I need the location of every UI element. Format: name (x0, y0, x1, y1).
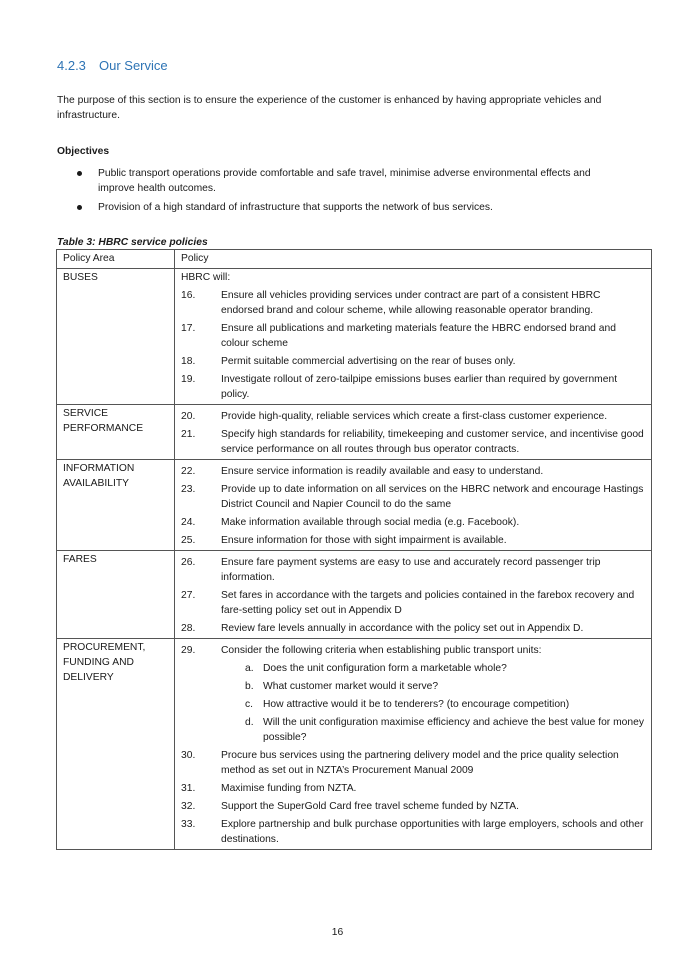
policy-item (181, 321, 646, 351)
objectives-title: Objectives (57, 146, 110, 157)
policy-item (181, 464, 646, 479)
table-caption: Table 3: HBRC service policies (57, 237, 208, 248)
policy-text-body: Specify high standards for reliability, timekeeping and customer service, and incentivise good service performance on all routes through bus operator contracts. (221, 429, 644, 455)
policy-item (181, 409, 646, 424)
policy-text-body: Investigate rollout of zero-tailpipe emissions buses earlier than required by government policy. (221, 374, 618, 400)
policy-area-cell: SERVICE PERFORMANCE (57, 405, 175, 460)
policy-text (221, 781, 646, 796)
policy-item (181, 533, 646, 548)
policy-text-body: Explore partnership and bulk purchase opportunities with large employers, schools and other destinations. (221, 819, 644, 845)
policy-text (221, 515, 646, 530)
criteria-item (221, 715, 646, 745)
header-policy-area: Policy Area (57, 250, 175, 269)
policy-cell (175, 639, 652, 850)
policy-number: 29. (181, 645, 196, 656)
policy-number: 27. (181, 590, 196, 601)
policy-text (221, 588, 646, 618)
policy-text (221, 464, 646, 479)
policy-text-body: Ensure all vehicles providing services under contract are part of a consistent HBRC endorsed brand and colour scheme, while allowing reasonable operator branding. (221, 290, 601, 316)
objective-item (57, 200, 627, 215)
policy-cell (175, 405, 652, 460)
policy-number: 32. (181, 801, 196, 812)
policy-text (221, 748, 646, 778)
policy-text-body: Provide high-quality, reliable services which create a first-class customer experience. (221, 411, 608, 422)
policy-number: 20. (181, 411, 196, 422)
policy-text-body: Permit suitable commercial advertising on the rear of buses only. (221, 356, 516, 367)
policy-item (181, 372, 646, 402)
policy-text (221, 533, 646, 548)
policy-item (181, 588, 646, 618)
policy-text (221, 482, 646, 512)
policy-text-body: Provide up to date information on all services on the HBRC network and encourage Hastings District Council and Napier Council to do the same (221, 484, 644, 510)
policy-item (181, 515, 646, 530)
policy-text-body: Consider the following criteria when establishing public transport units: (221, 645, 542, 656)
objective-text: Provision of a high standard of infrastructure that supports the network of bus services. (98, 202, 493, 213)
policy-number: 17. (181, 323, 196, 334)
criteria-text: Does the unit configuration form a marketable whole? (263, 663, 507, 674)
criteria-label: a. (245, 663, 254, 674)
policy-item (181, 748, 646, 778)
criteria-text: What customer market would it serve? (263, 681, 439, 692)
policy-text (221, 427, 646, 457)
policy-text (221, 321, 646, 351)
criteria-label: b. (245, 681, 254, 692)
policy-number: 16. (181, 290, 196, 301)
policy-area-cell: PROCUREMENT, FUNDING AND DELIVERY (57, 639, 175, 850)
policy-cell (175, 460, 652, 551)
policy-number: 18. (181, 356, 196, 367)
objective-text: Public transport operations provide comfortable and safe travel, minimise adverse environmental effects and improve health outcomes. (98, 168, 591, 194)
policy-text-body: Ensure fare payment systems are easy to use and accurately record passenger trip information. (221, 557, 601, 583)
policy-number: 30. (181, 750, 196, 761)
policy-cell (175, 269, 652, 405)
policy-cell (175, 551, 652, 639)
policy-number: 23. (181, 484, 196, 495)
table-row (57, 460, 652, 551)
policy-item (181, 354, 646, 369)
policy-area-cell: BUSES (57, 269, 175, 405)
policy-item (181, 817, 646, 847)
section-number: 4.2.3 (57, 58, 86, 73)
policy-number: 31. (181, 783, 196, 794)
table-row (57, 269, 652, 405)
objective-item (57, 166, 627, 196)
policy-text-body: Make information available through social media (e.g. Facebook). (221, 517, 520, 528)
policy-item (181, 621, 646, 636)
bullet-icon (77, 171, 82, 176)
bullet-icon (77, 205, 82, 210)
policy-number: 22. (181, 466, 196, 477)
criteria-item (221, 697, 646, 712)
policy-item (181, 427, 646, 457)
table-header-row (57, 250, 652, 269)
policy-item (181, 799, 646, 814)
policy-number: 33. (181, 819, 196, 830)
policy-item (181, 288, 646, 318)
criteria-item (221, 679, 646, 694)
policy-text-body: Procure bus services using the partnering delivery model and the price quality selection method as set out in NZTA’s Procurement Manual 2009 (221, 750, 619, 776)
section-heading (57, 57, 168, 75)
policy-text (221, 555, 646, 585)
policy-item (181, 555, 646, 585)
policy-table (56, 249, 652, 850)
section-title: Our Service (99, 58, 168, 73)
policy-text (221, 799, 646, 814)
policy-text (221, 621, 646, 636)
intro-paragraph: The purpose of this section is to ensure the experience of the customer is enhanced by having appropriate vehicles and infrastructure. (57, 95, 602, 121)
table-row (57, 639, 652, 850)
policy-number: 26. (181, 557, 196, 568)
policy-area-cell: FARES (57, 551, 175, 639)
header-policy: Policy (175, 250, 652, 269)
policy-text-body: Maximise funding from NZTA. (221, 783, 357, 794)
criteria-label: d. (245, 717, 254, 728)
policy-text-body: Ensure service information is readily available and easy to understand. (221, 466, 544, 477)
policy-number: 24. (181, 517, 196, 528)
policy-number: 21. (181, 429, 196, 440)
policy-intro: HBRC will: (181, 272, 231, 283)
policy-text-body: Ensure information for those with sight impairment is available. (221, 535, 507, 546)
table-row (57, 551, 652, 639)
criteria-text: How attractive would it be to tenderers? (to encourage competition) (263, 699, 570, 710)
policy-number: 25. (181, 535, 196, 546)
table-row (57, 405, 652, 460)
page-number: 16 (331, 927, 344, 938)
policy-text (221, 372, 646, 402)
policy-text (221, 288, 646, 318)
policy-table-body (57, 269, 652, 850)
policy-number: 19. (181, 374, 196, 385)
policy-text-body: Ensure all publications and marketing materials feature the HBRC endorsed brand and colour scheme (221, 323, 616, 349)
policy-text (221, 817, 646, 847)
policy-number: 28. (181, 623, 196, 634)
criteria-text: Will the unit configuration maximise efficiency and achieve the best value for money possible? (263, 717, 644, 743)
policy-text-body: Support the SuperGold Card free travel scheme funded by NZTA. (221, 801, 519, 812)
policy-item (181, 482, 646, 512)
policy-area-cell: INFORMATION AVAILABILITY (57, 460, 175, 551)
criteria-label: c. (245, 699, 254, 710)
policy-text-body: Set fares in accordance with the targets and policies contained in the farebox recovery and fare-setting policy set out in Appendix D (221, 590, 635, 616)
policy-item (181, 643, 646, 745)
policy-text-body: Review fare levels annually in accordance with the policy set out in Appendix D. (221, 623, 584, 634)
objectives-list (57, 166, 627, 219)
policy-text (221, 354, 646, 369)
policy-item (181, 781, 646, 796)
policy-text (221, 643, 646, 745)
policy-text (221, 409, 646, 424)
criteria-list (221, 661, 646, 745)
criteria-item (221, 661, 646, 676)
